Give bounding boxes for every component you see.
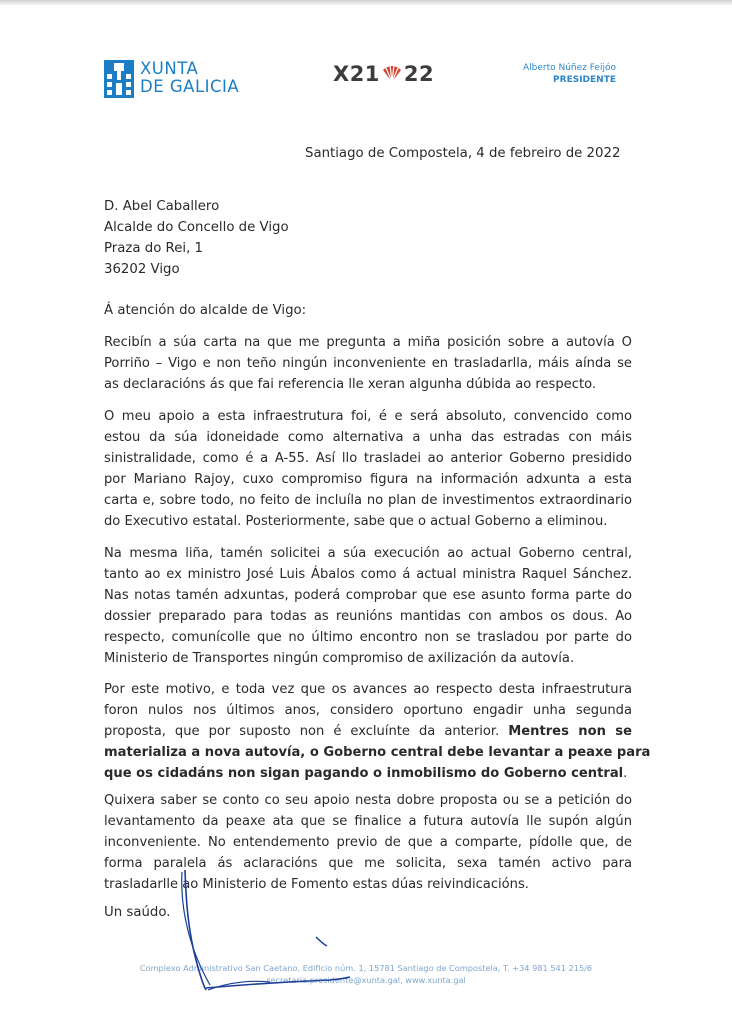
text-line: Por este motivo, e toda vez que os avances ao respecto desta infraestrutura [104,682,632,697]
galicia-emblem-icon [104,60,134,98]
xacobeo-logo [333,62,434,92]
paragraph-4 [104,679,651,784]
text-line: forma paralela ás aclaracións que me solicita, sexa tamén activo para [104,856,632,871]
president-block [523,62,616,86]
footer-address: Complexo Administrativo San Caetano, Edificio núm. 1, 15781 Santiago de Compostela, T. +34 981 541 215/6 [139,963,593,973]
text-line [104,763,632,784]
text-line: do Executivo estatal. Posteriormente, sabe que o actual Goberno a eliminou. [104,514,608,529]
scallop-shell-icon [381,62,403,84]
text-line: inconveniente. No entendemento previo de que a comparte, pídolle que, de [104,835,632,850]
address-line: Alcalde do Concello de Vigo [104,220,289,235]
bold-text: Mentres non se [508,724,632,739]
paragraph-1 [104,332,632,395]
bold-text-line: materializa a nova autovía, o Goberno central debe levantar a peaxe para [104,745,651,760]
letter-date: Santiago de Compostela, 4 de febreiro de 2022 [305,146,621,161]
xunta-logo-text [140,60,239,96]
text-line: tanto ao ex ministro José Luis Ábalos como á actual ministra Raquel Sánchez. [104,567,632,582]
closing: Un saúdo. [104,905,171,920]
paragraph-3 [104,543,632,669]
president-title: PRESIDENTE [553,75,616,85]
text-line: O meu apoio a esta infraestrutura foi, é e será absoluto, convencido como [104,409,632,424]
text-line: respecto, comunícolle que no último encontro non se trasladou por parte do [104,630,632,645]
address-line: D. Abel Caballero [104,199,220,214]
text-line: levantamento da peaxe ata que se finalice a futura autovía lle supón algún [104,814,632,829]
logo-line-2: DE GALICIA [140,77,240,96]
address-line: Praza do Rei, 1 [104,241,203,256]
text-line: carta e, sobre todo, no feito de incluíla no plan de investimentos extraordinario [104,493,632,508]
recipient-address [104,196,289,280]
text-line: dossier preparado para todas as reunións mantidas con ambos os dous. Ao [104,609,632,624]
footer-contact: secretaria.presidente@xunta.gal, www.xunta.gal [266,975,466,985]
text-line: Ministerio de Transportes ningún compromiso de axilización da autovía. [104,651,575,666]
text-line: Quixera saber se conto co seu apoio nesta dobre proposta ou se a petición do [104,793,632,808]
footer [0,962,732,986]
paragraph-5 [104,790,632,895]
text-line: Recibín a súa carta na que me pregunta a miña posición sobre a autovía O [104,335,632,350]
text-line: Na mesma liña, tamén solicitei a súa execución ao actual Goberno central, [104,546,632,561]
xacobeo-right: 22 [403,62,435,86]
text-segment: . [623,766,628,781]
text-line: trasladarlle ao Ministerio de Fomento estas dúas reivindicacións. [104,877,529,892]
text-line: Nas notas tamén adxuntas, poderá comprobar que ese asunto forma parte do [104,588,632,603]
text-line: as declaracións ás que fai referencia lle xeran algunha dúbida ao respecto. [104,377,597,392]
logo-line-1: XUNTA [140,59,199,78]
text-line: Porriño – Vigo e non teño ningún inconveniente en trasladarlla, máis aínda se [104,356,632,371]
text-line [104,721,632,742]
text-line: foron nulos nos últimos anos, considero oportuno engadir unha segunda [104,703,632,718]
paragraph-2 [104,406,632,532]
text-segment: proposta, que por suposto non é excluínte da anterior. [104,724,509,739]
xacobeo-left: X21 [333,62,380,86]
bold-text: que os cidadáns non sigan pagando o inmobilismo do Goberno central [104,766,624,781]
greeting: Á atención do alcalde de Vigo: [104,303,307,318]
text-line: por Mariano Rajoy, cuxo compromiso figura na información adxunta a esta [104,472,632,487]
address-line: 36202 Vigo [104,262,180,277]
president-name: Alberto Núñez Feijóo [522,63,616,73]
page-edge [0,0,732,6]
text-line: estou da súa idoneidade como alternativa a unha das estradas con máis [104,430,632,445]
text-line: sinistralidade, como é a A-55. Así llo trasladei ao anterior Goberno presidido [104,451,632,466]
